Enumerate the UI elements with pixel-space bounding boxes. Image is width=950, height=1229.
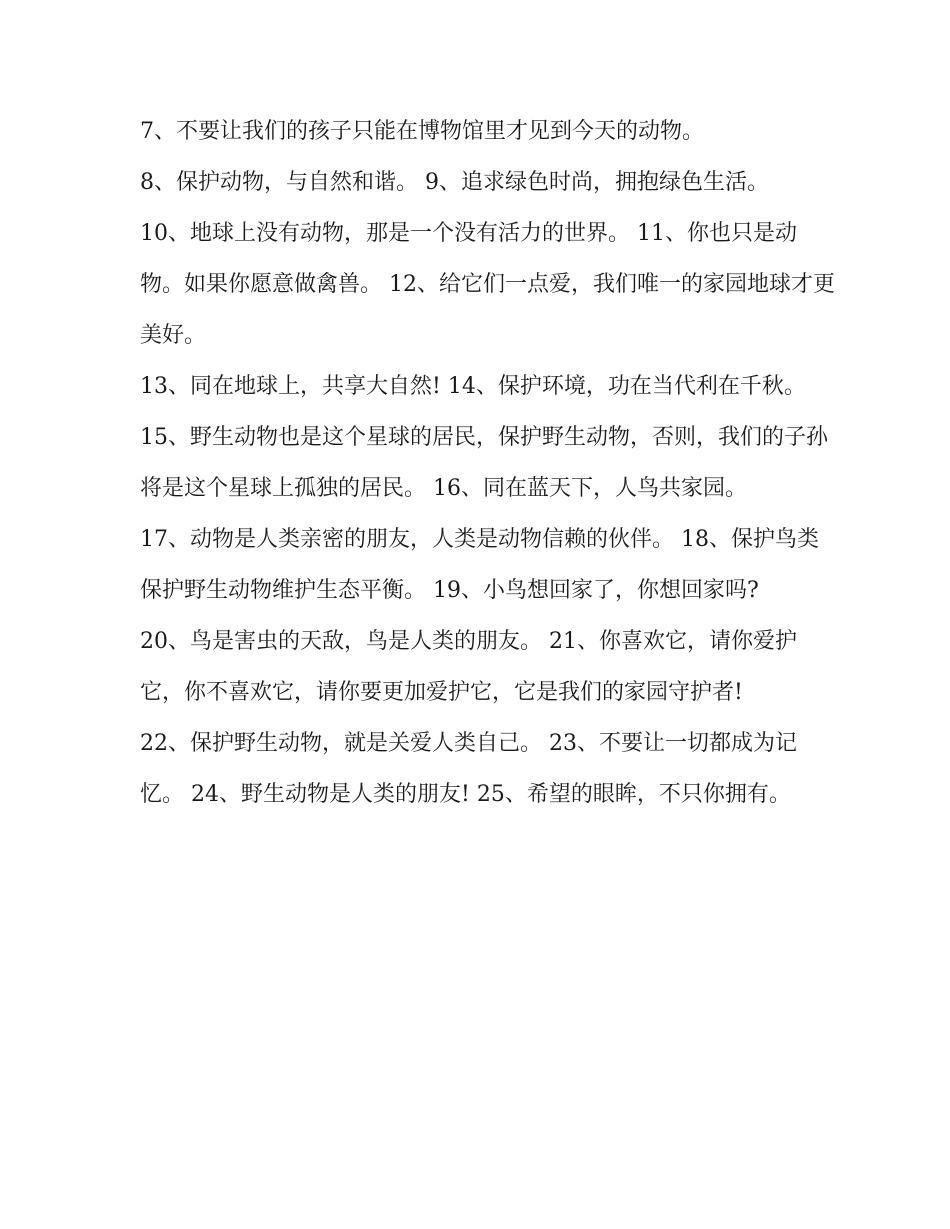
paragraph-17-19: 17、动物是人类亲密的朋友，人类是动物信赖的伙伴。 18、保护鸟类保护野生动物维护生态平衡。 19、小鸟想回家了，你想回家吗? <box>140 527 819 603</box>
paragraph-10-12: 10、地球上没有动物，那是一个没有活力的世界。 11、你也只是动物。如果你愿意做禽兽。 12、给它们一点爱，我们唯一的家园地球才更美好。 <box>140 221 835 348</box>
paragraph-22-25: 22、保护野生动物，就是关爱人类自己。 23、不要让一切都成为记忆。 24、野生动物是人类的朋友! 25、希望的眼眸，不只你拥有。 <box>140 731 797 807</box>
paragraph-8-9: 8、保护动物，与自然和谐。 9、追求绿色时尚，拥抱绿色生活。 <box>140 170 769 195</box>
paragraph-15-16: 15、野生动物也是这个星球的居民，保护野生动物，否则，我们的子孙将是这个星球上孤独的居民。 16、同在蓝天下，人鸟共家园。 <box>140 425 828 501</box>
paragraph-13-14: 13、同在地球上，共享大自然! 14、保护环境，功在当代利在千秋。 <box>140 374 806 399</box>
document-page <box>140 106 840 820</box>
paragraph-7: 7、不要让我们的孩子只能在博物馆里才见到今天的动物。 <box>140 119 704 144</box>
paragraph-20-21: 20、鸟是害虫的天敌，鸟是人类的朋友。 21、你喜欢它，请你爱护它，你不喜欢它，请你要更加爱护它，它是我们的家园守护者! <box>140 629 797 705</box>
